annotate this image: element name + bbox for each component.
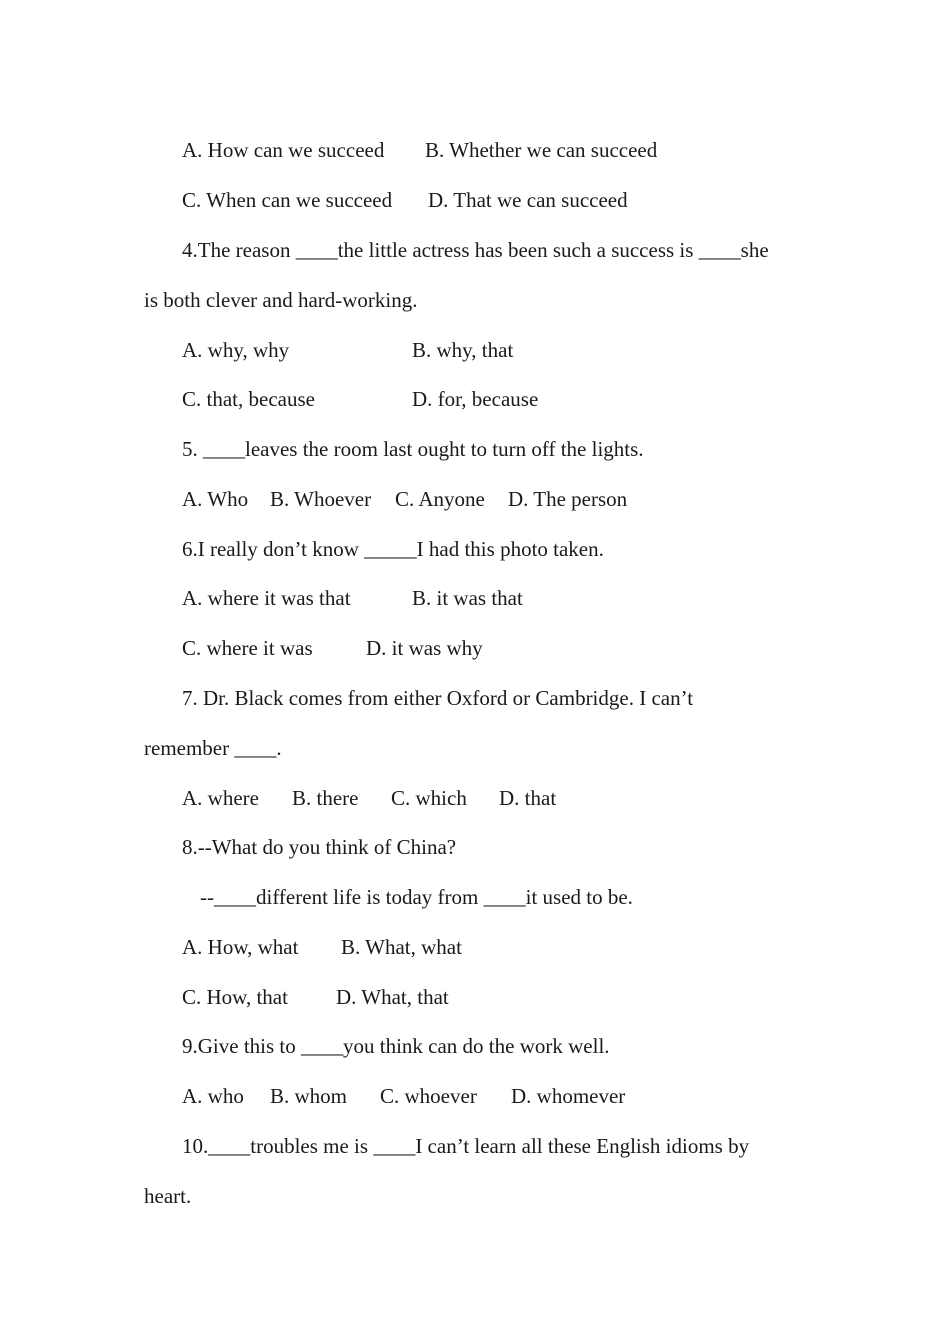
- q5-option-c: C. Anyone: [395, 487, 485, 511]
- q4-stem-line2: is both clever and hard-working.: [144, 288, 418, 312]
- q10-stem-line2: heart.: [144, 1184, 192, 1208]
- q4-option-a: A. why, why: [182, 338, 290, 362]
- q10-stem-line1: 10.____troubles me is ____I can’t learn all these English idioms by: [182, 1134, 750, 1158]
- q9-option-b: B. whom: [270, 1084, 348, 1108]
- q4-stem-line1: 4.The reason ____the little actress has been such a success is ____she: [182, 238, 769, 262]
- q4-option-c: C. that, because: [182, 387, 315, 411]
- q8-option-a: A. How, what: [182, 935, 299, 959]
- q6-option-d: D. it was why: [366, 636, 483, 660]
- q8-option-b: B. What, what: [341, 935, 462, 959]
- q7-option-c: C. which: [391, 786, 467, 810]
- q5-option-a: A. Who: [182, 487, 249, 511]
- q8-option-d: D. What, that: [336, 985, 449, 1009]
- q6-option-b: B. it was that: [412, 586, 523, 610]
- q8-stem-line1: 8.--What do you think of China?: [182, 835, 457, 859]
- q4-option-b: B. why, that: [412, 338, 514, 362]
- q8-option-c: C. How, that: [182, 985, 288, 1009]
- q3-option-a: A. How can we succeed: [182, 138, 385, 162]
- q7-option-b: B. there: [292, 786, 359, 810]
- q3-option-b: B. Whether we can succeed: [425, 138, 658, 162]
- q4-option-d: D. for, because: [412, 387, 539, 411]
- q3-option-c: C. When can we succeed: [182, 188, 393, 212]
- q5-option-d: D. The person: [508, 487, 628, 511]
- q3-option-d: D. That we can succeed: [428, 188, 628, 212]
- q8-stem-line2: --____different life is today from ____it used to be.: [200, 885, 633, 909]
- q6-stem: 6.I really don’t know _____I had this photo taken.: [182, 537, 604, 561]
- q7-stem-line1: 7. Dr. Black comes from either Oxford or Cambridge. I can’t: [182, 686, 694, 710]
- q7-option-d: D. that: [499, 786, 557, 810]
- q5-stem: 5. ____leaves the room last ought to turn off the lights.: [182, 437, 644, 461]
- q9-option-c: C. whoever: [380, 1084, 477, 1108]
- q9-option-d: D. whomever: [511, 1084, 626, 1108]
- q6-option-c: C. where it was: [182, 636, 313, 660]
- q7-stem-line2: remember ____.: [144, 736, 282, 760]
- q7-option-a: A. where: [182, 786, 259, 810]
- q5-option-b: B. Whoever: [270, 487, 372, 511]
- q6-option-a: A. where it was that: [182, 586, 351, 610]
- q9-stem: 9.Give this to ____you think can do the work well.: [182, 1034, 610, 1058]
- q9-option-a: A. who: [182, 1084, 244, 1108]
